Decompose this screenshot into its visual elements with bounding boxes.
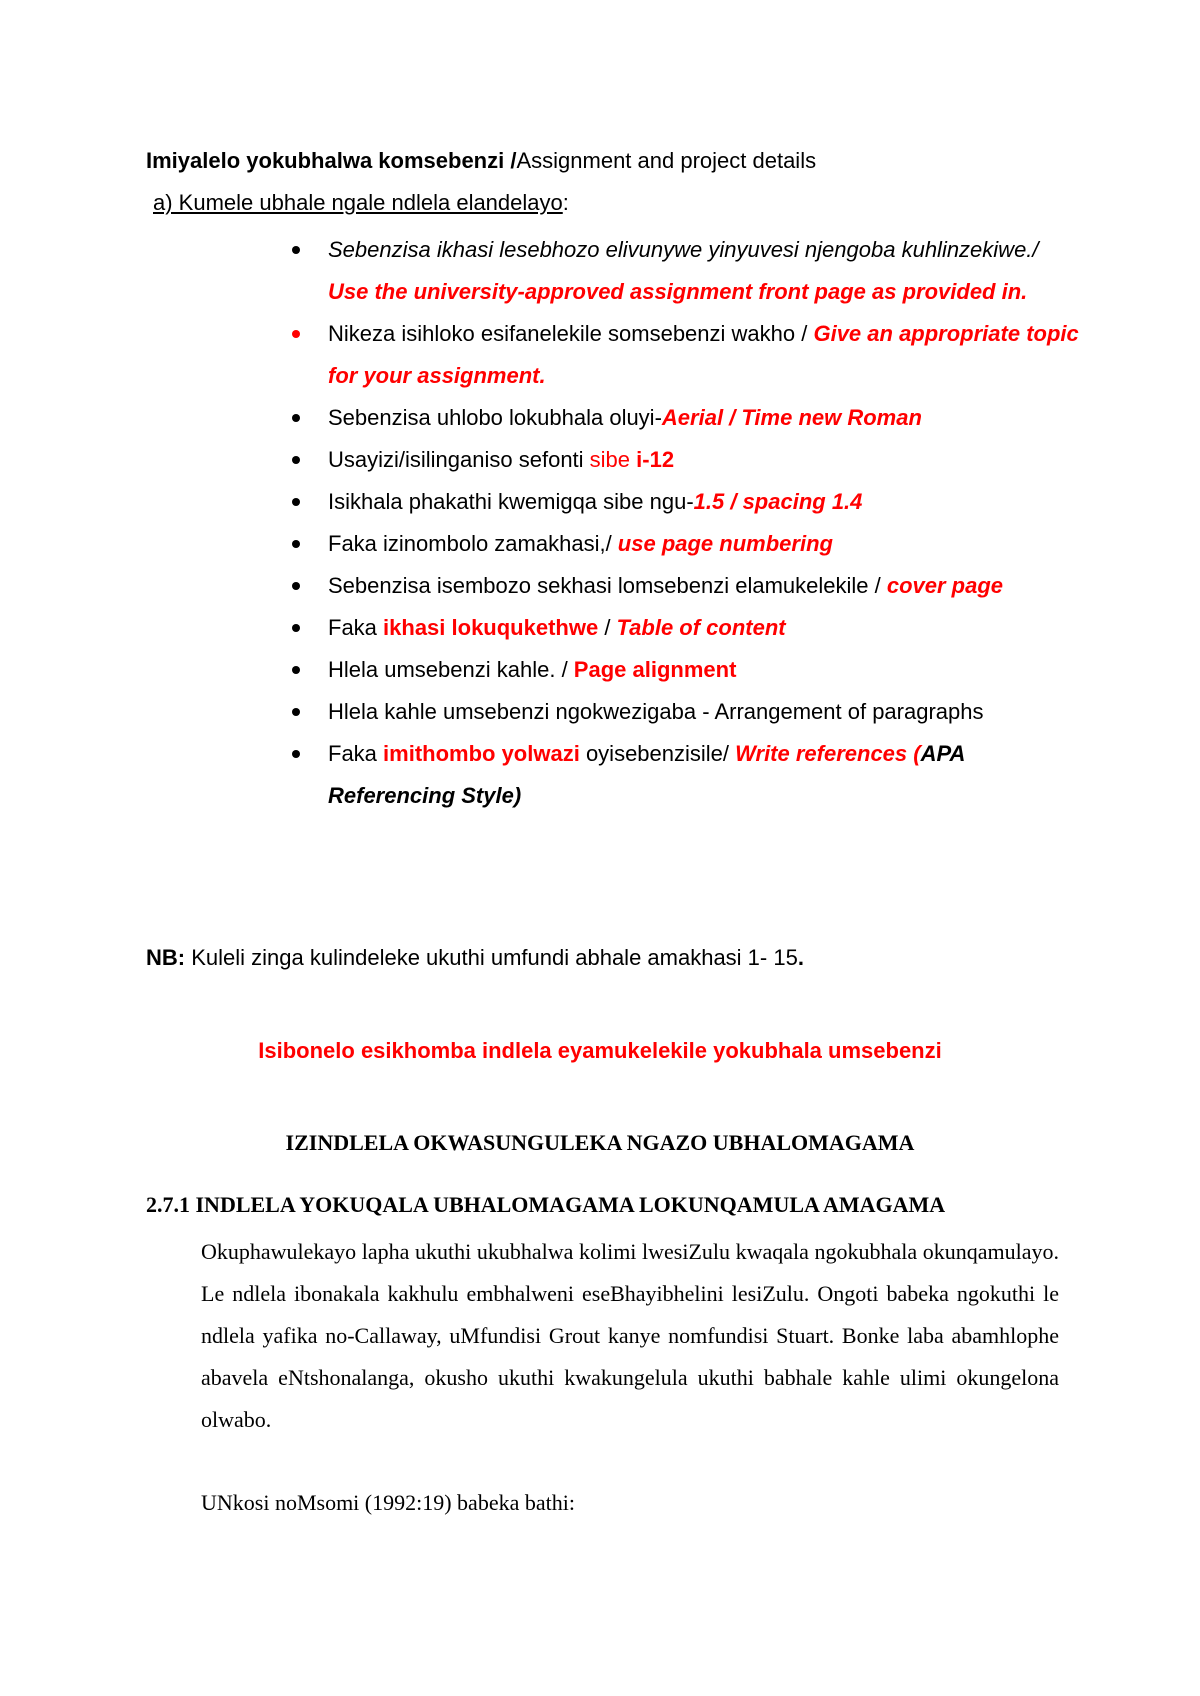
list-item-text: oyisebenzisile/ — [579, 741, 736, 766]
bullet-icon — [292, 624, 300, 632]
instruction-list-item — [290, 523, 1080, 565]
nb-end: . — [797, 945, 804, 970]
instruction-list — [290, 229, 1080, 817]
bullet-icon — [292, 540, 300, 548]
list-item-text: Faka izinombolo zamakhasi,/ — [328, 531, 618, 556]
instruction-list-item — [290, 397, 1080, 439]
list-item-text: Give an appropriate topic for your assignment. — [328, 321, 1079, 388]
list-item-text: imithombo yolwazi — [383, 741, 580, 766]
list-item-text: APA Referencing Style) — [328, 741, 965, 808]
list-item-text: Page alignment — [573, 657, 737, 682]
list-item-text: Table of content — [616, 615, 786, 640]
bullet-icon — [292, 330, 300, 338]
example-title: Isibonelo esikhomba indlela eyamukelekile yokubhala umsebenzi — [258, 1038, 942, 1063]
instruction-list-item — [290, 733, 1080, 817]
nb-label: NB: — [146, 945, 186, 970]
list-item-text: 1.5 / spacing 1.4 — [693, 489, 863, 514]
list-item-text: Aerial / Time new Roman — [661, 405, 922, 430]
body-paragraph: Okuphawulekayo lapha ukuthi ukubhalwa kolimi lwesiZulu kwaqala ngokubhala okunqamulayo. Le ndlela ibonakala kakhulu embhalweni eseBhayibhelini lesiZulu. Ongoti babeka ngokuthi le ndlela yafika no-Callaway, uMfundisi Grout kanye nomfundisi Stuart. Bonke laba abamhlophe abavela eNtshonalanga, okusho ukuthi kwakungelula ukuthi babhale kahle ulimi okungelona olwabo. — [201, 1239, 1059, 1432]
bullet-icon — [292, 750, 300, 758]
heading-plain: Assignment and project details — [516, 148, 817, 173]
instruction-list-item — [290, 439, 1080, 481]
bullet-icon — [292, 666, 300, 674]
instruction-list-item — [290, 649, 1080, 691]
list-item-text: Use the university-approved assignment front page as provided in. — [328, 279, 1028, 304]
nb-note — [146, 943, 804, 973]
bullet-icon — [292, 498, 300, 506]
instruction-lead-colon: : — [562, 190, 569, 215]
nb-text: Kuleli zinga kulindeleke ukuthi umfundi abhale amakhasi 1- 15 — [185, 945, 798, 970]
list-item-text: ikhasi lokuqukethwe — [383, 615, 599, 640]
list-item-text: / — [598, 615, 617, 640]
list-item-text: Faka — [328, 615, 384, 640]
quote-lead: UNkosi noMsomi (1992:19) babeka bathi: — [201, 1490, 575, 1515]
heading-bold: Imiyalelo yokubhalwa komsebenzi / — [146, 148, 517, 173]
instruction-lead — [153, 188, 569, 218]
list-item-text: Isikhala phakathi kwemigqa sibe ngu- — [328, 489, 694, 514]
list-item-text: Nikeza isihloko esifanelekile somsebenzi wakho / — [328, 321, 814, 346]
instruction-list-item — [290, 481, 1080, 523]
assignment-heading — [146, 146, 816, 176]
instruction-list-item — [290, 607, 1080, 649]
list-item-text: Sebenzisa isembozo sekhasi lomsebenzi elamukelekile / — [328, 573, 887, 598]
bullet-icon — [292, 708, 300, 716]
list-item-text: Usayizi/isilinganiso sefonti — [328, 447, 590, 472]
bullet-icon — [292, 456, 300, 464]
bullet-icon — [292, 414, 300, 422]
list-item-text: Sebenzisa uhlobo lokubhala oluyi- — [328, 405, 662, 430]
instruction-list-item — [290, 691, 1080, 733]
subsection-title: 2.7.1 INDLELA YOKUQALA UBHALOMAGAMA LOKUNQAMULA AMAGAMA — [146, 1192, 946, 1217]
list-item-text: Faka — [328, 741, 384, 766]
list-item-text: cover page — [886, 573, 1004, 598]
list-item-text: use page numbering — [617, 531, 833, 556]
list-item-text: Hlela umsebenzi kahle. / — [328, 657, 574, 682]
instruction-list-item — [290, 229, 1080, 313]
list-item-text: sibe — [589, 447, 637, 472]
list-item-text: i-12 — [636, 447, 675, 472]
list-item-text: Write references ( — [735, 741, 921, 766]
instruction-lead-underlined: a) Kumele ubhale ngale ndlela elandelayo — [153, 190, 563, 215]
section-title: IZINDLELA OKWASUNGULEKA NGAZO UBHALOMAGAMA — [285, 1130, 915, 1155]
list-item-text: Hlela kahle umsebenzi ngokwezigaba - Arrangement of paragraphs — [328, 699, 984, 724]
bullet-icon — [292, 582, 300, 590]
bullet-icon — [292, 246, 300, 254]
list-item-text: Sebenzisa ikhasi lesebhozo elivunywe yinyuvesi njengoba kuhlinzekiwe./ — [328, 237, 1039, 262]
instruction-list-item — [290, 565, 1080, 607]
instruction-list-item — [290, 313, 1080, 397]
